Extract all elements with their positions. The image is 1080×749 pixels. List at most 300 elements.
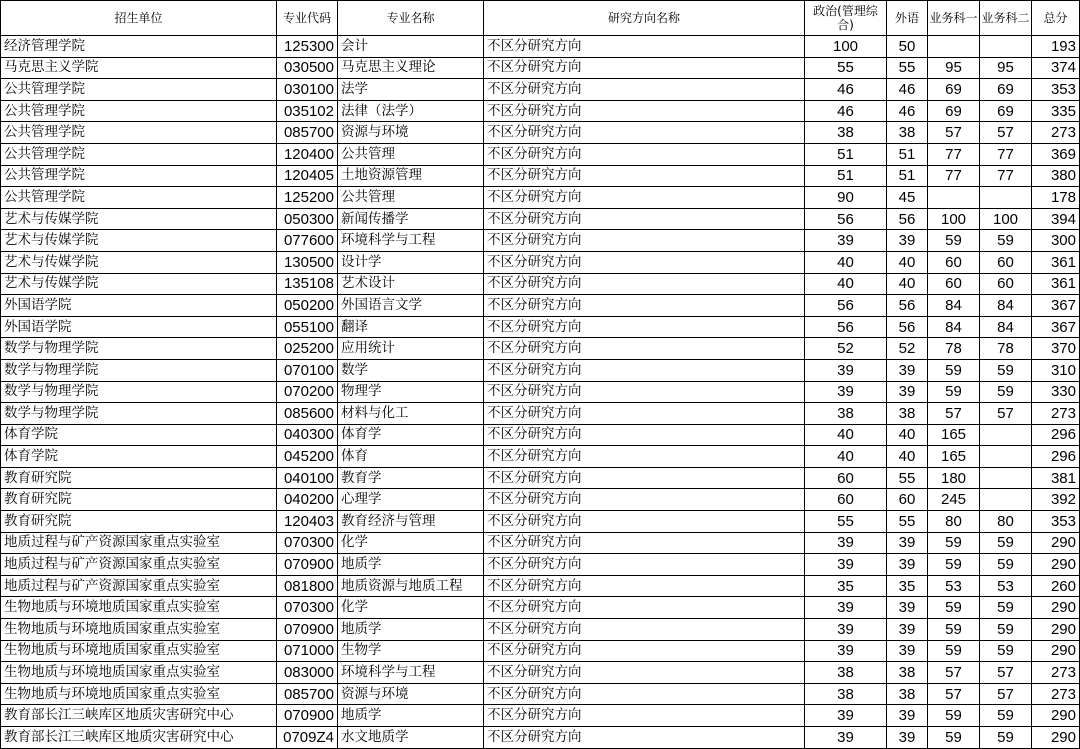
cell-foreign-language: 51: [887, 143, 928, 165]
cell-code: 125200: [277, 187, 338, 209]
cell-subject-1: 100: [928, 208, 980, 230]
cell-major: 数学: [338, 359, 484, 381]
cell-major: 教育经济与管理: [338, 511, 484, 533]
cell-politics: 35: [805, 575, 887, 597]
cell-unit: 公共管理学院: [1, 122, 277, 144]
cell-direction: 不区分研究方向: [484, 230, 805, 252]
cell-subject-1: 84: [928, 295, 980, 317]
cell-subject-1: 78: [928, 338, 980, 360]
cell-unit: 教育研究院: [1, 511, 277, 533]
cell-politics: 38: [805, 683, 887, 705]
cell-politics: 60: [805, 467, 887, 489]
cell-foreign-language: 55: [887, 511, 928, 533]
cell-subject-1: 59: [928, 532, 980, 554]
cell-subject-1: 59: [928, 554, 980, 576]
cell-subject-2: 69: [980, 79, 1032, 101]
cell-total: 273: [1032, 122, 1080, 144]
table-row: [1, 208, 1080, 230]
cell-total: 260: [1032, 575, 1080, 597]
cell-unit: 经济管理学院: [1, 36, 277, 58]
cell-total: 290: [1032, 532, 1080, 554]
cell-code: 120403: [277, 511, 338, 533]
cell-subject-1: 69: [928, 100, 980, 122]
cell-unit: 艺术与传媒学院: [1, 273, 277, 295]
cell-subject-1: 59: [928, 705, 980, 727]
cell-major: 体育: [338, 446, 484, 468]
table-row: [1, 705, 1080, 727]
table-row: [1, 467, 1080, 489]
cell-total: 392: [1032, 489, 1080, 511]
cell-politics: 55: [805, 511, 887, 533]
cell-total: 193: [1032, 36, 1080, 58]
cell-subject-2: 53: [980, 575, 1032, 597]
cell-code: 0709Z4: [277, 727, 338, 749]
cell-major: 艺术设计: [338, 273, 484, 295]
table-row: [1, 295, 1080, 317]
cell-politics: 51: [805, 165, 887, 187]
cell-unit: 数学与物理学院: [1, 338, 277, 360]
cell-code: 045200: [277, 446, 338, 468]
cell-code: 125300: [277, 36, 338, 58]
table-row: [1, 403, 1080, 425]
cell-total: 273: [1032, 403, 1080, 425]
cell-subject-2: 59: [980, 640, 1032, 662]
cell-subject-2: 60: [980, 273, 1032, 295]
header-unit: 招生单位: [1, 1, 277, 36]
cell-subject-1: 59: [928, 230, 980, 252]
cell-major: 环境科学与工程: [338, 230, 484, 252]
cell-code: 135108: [277, 273, 338, 295]
cell-major: 地质资源与地质工程: [338, 575, 484, 597]
cell-subject-1: 60: [928, 251, 980, 273]
cell-major: 化学: [338, 597, 484, 619]
cell-unit: 公共管理学院: [1, 143, 277, 165]
cell-code: 050200: [277, 295, 338, 317]
cell-major: 土地资源管理: [338, 165, 484, 187]
cell-unit: 地质过程与矿产资源国家重点实验室: [1, 575, 277, 597]
header-row: [1, 1, 1080, 36]
cell-foreign-language: 40: [887, 446, 928, 468]
cell-major: 环境科学与工程: [338, 662, 484, 684]
cell-politics: 56: [805, 295, 887, 317]
cell-foreign-language: 52: [887, 338, 928, 360]
cell-foreign-language: 39: [887, 532, 928, 554]
cell-subject-2: 57: [980, 122, 1032, 144]
cell-politics: 38: [805, 662, 887, 684]
cell-subject-1: 80: [928, 511, 980, 533]
cell-total: 374: [1032, 57, 1080, 79]
cell-subject-1: 84: [928, 316, 980, 338]
cell-unit: 公共管理学院: [1, 187, 277, 209]
cell-code: 083000: [277, 662, 338, 684]
cell-politics: 90: [805, 187, 887, 209]
cell-subject-1: 59: [928, 640, 980, 662]
cell-code: 035102: [277, 100, 338, 122]
cell-politics: 55: [805, 57, 887, 79]
cell-foreign-language: 39: [887, 597, 928, 619]
cell-subject-2: 80: [980, 511, 1032, 533]
cell-foreign-language: 40: [887, 273, 928, 295]
cell-foreign-language: 38: [887, 662, 928, 684]
table-row: [1, 424, 1080, 446]
cell-foreign-language: 46: [887, 79, 928, 101]
cell-foreign-language: 40: [887, 424, 928, 446]
cell-foreign-language: 55: [887, 57, 928, 79]
cell-subject-2: 59: [980, 705, 1032, 727]
cell-subject-1: 59: [928, 727, 980, 749]
cell-foreign-language: 38: [887, 122, 928, 144]
cell-direction: 不区分研究方向: [484, 727, 805, 749]
cell-code: 070300: [277, 597, 338, 619]
cell-code: 040300: [277, 424, 338, 446]
cell-foreign-language: 51: [887, 165, 928, 187]
cell-direction: 不区分研究方向: [484, 640, 805, 662]
cell-subject-2: 78: [980, 338, 1032, 360]
cell-total: 380: [1032, 165, 1080, 187]
cell-subject-1: 59: [928, 381, 980, 403]
cell-direction: 不区分研究方向: [484, 208, 805, 230]
cell-foreign-language: 50: [887, 36, 928, 58]
cell-code: 040200: [277, 489, 338, 511]
cell-direction: 不区分研究方向: [484, 79, 805, 101]
cell-major: 体育学: [338, 424, 484, 446]
cell-code: 120400: [277, 143, 338, 165]
cell-unit: 公共管理学院: [1, 165, 277, 187]
cell-code: 081800: [277, 575, 338, 597]
header-politics: 政治(管理综合): [805, 1, 887, 36]
cell-subject-2: 59: [980, 619, 1032, 641]
cell-direction: 不区分研究方向: [484, 316, 805, 338]
cell-subject-2: 100: [980, 208, 1032, 230]
cell-major: 资源与环境: [338, 683, 484, 705]
table-row: [1, 36, 1080, 58]
cell-total: 273: [1032, 662, 1080, 684]
cell-foreign-language: 46: [887, 100, 928, 122]
cell-code: 085700: [277, 683, 338, 705]
table-row: [1, 338, 1080, 360]
cell-subject-2: 60: [980, 251, 1032, 273]
cell-total: 367: [1032, 295, 1080, 317]
cell-unit: 外国语学院: [1, 295, 277, 317]
cell-politics: 39: [805, 640, 887, 662]
cell-direction: 不区分研究方向: [484, 489, 805, 511]
cell-major: 资源与环境: [338, 122, 484, 144]
header-foreign-language: 外语: [887, 1, 928, 36]
cell-major: 公共管理: [338, 187, 484, 209]
cell-code: 070100: [277, 359, 338, 381]
cell-direction: 不区分研究方向: [484, 143, 805, 165]
cell-direction: 不区分研究方向: [484, 359, 805, 381]
cell-major: 应用统计: [338, 338, 484, 360]
cell-major: 教育学: [338, 467, 484, 489]
table-row: [1, 683, 1080, 705]
cell-code: 070900: [277, 619, 338, 641]
cell-subject-1: 69: [928, 79, 980, 101]
cell-subject-2: 59: [980, 359, 1032, 381]
table-row: [1, 662, 1080, 684]
cell-subject-2: 59: [980, 532, 1032, 554]
cell-subject-1: 57: [928, 403, 980, 425]
cell-subject-2: [980, 36, 1032, 58]
cell-subject-2: 59: [980, 381, 1032, 403]
cell-politics: 52: [805, 338, 887, 360]
cell-politics: 40: [805, 251, 887, 273]
cell-politics: 100: [805, 36, 887, 58]
cell-direction: 不区分研究方向: [484, 575, 805, 597]
table-row: [1, 489, 1080, 511]
cell-code: 040100: [277, 467, 338, 489]
cell-subject-2: [980, 446, 1032, 468]
cell-total: 310: [1032, 359, 1080, 381]
header-major: 专业名称: [338, 1, 484, 36]
cell-direction: 不区分研究方向: [484, 662, 805, 684]
cell-foreign-language: 38: [887, 683, 928, 705]
cell-code: 085600: [277, 403, 338, 425]
cell-total: 300: [1032, 230, 1080, 252]
cell-unit: 生物地质与环境地质国家重点实验室: [1, 597, 277, 619]
cell-unit: 数学与物理学院: [1, 359, 277, 381]
table-row: [1, 100, 1080, 122]
cell-subject-2: 57: [980, 683, 1032, 705]
cell-total: 273: [1032, 683, 1080, 705]
cell-direction: 不区分研究方向: [484, 338, 805, 360]
cell-total: 296: [1032, 446, 1080, 468]
cell-major: 水文地质学: [338, 727, 484, 749]
cell-code: 030100: [277, 79, 338, 101]
cell-politics: 51: [805, 143, 887, 165]
cell-subject-1: 57: [928, 122, 980, 144]
cell-foreign-language: 56: [887, 316, 928, 338]
cell-major: 法律（法学）: [338, 100, 484, 122]
cell-major: 法学: [338, 79, 484, 101]
table-row: [1, 187, 1080, 209]
cell-code: 077600: [277, 230, 338, 252]
cell-subject-1: 59: [928, 619, 980, 641]
cell-unit: 体育学院: [1, 424, 277, 446]
table-body: [1, 36, 1080, 749]
cell-foreign-language: 39: [887, 554, 928, 576]
cell-total: 330: [1032, 381, 1080, 403]
cell-subject-2: 95: [980, 57, 1032, 79]
cell-foreign-language: 56: [887, 295, 928, 317]
table-row: [1, 359, 1080, 381]
cell-subject-1: 53: [928, 575, 980, 597]
table-row: [1, 122, 1080, 144]
cell-code: 130500: [277, 251, 338, 273]
table-row: [1, 727, 1080, 749]
cell-unit: 生物地质与环境地质国家重点实验室: [1, 683, 277, 705]
cell-subject-2: 59: [980, 230, 1032, 252]
cell-foreign-language: 55: [887, 467, 928, 489]
cell-code: 071000: [277, 640, 338, 662]
cell-politics: 39: [805, 597, 887, 619]
cell-unit: 生物地质与环境地质国家重点实验室: [1, 640, 277, 662]
cell-politics: 39: [805, 554, 887, 576]
cell-foreign-language: 38: [887, 403, 928, 425]
cell-subject-2: 84: [980, 316, 1032, 338]
cell-direction: 不区分研究方向: [484, 403, 805, 425]
cell-unit: 数学与物理学院: [1, 381, 277, 403]
cell-total: 290: [1032, 640, 1080, 662]
cell-politics: 39: [805, 381, 887, 403]
cell-direction: 不区分研究方向: [484, 36, 805, 58]
cell-total: 361: [1032, 251, 1080, 273]
cell-politics: 38: [805, 403, 887, 425]
cell-direction: 不区分研究方向: [484, 532, 805, 554]
cell-total: 290: [1032, 727, 1080, 749]
cell-major: 地质学: [338, 619, 484, 641]
cell-direction: 不区分研究方向: [484, 597, 805, 619]
cell-code: 030500: [277, 57, 338, 79]
cell-total: 369: [1032, 143, 1080, 165]
cell-direction: 不区分研究方向: [484, 424, 805, 446]
table-row: [1, 640, 1080, 662]
table-row: [1, 597, 1080, 619]
cell-direction: 不区分研究方向: [484, 57, 805, 79]
cell-code: 085700: [277, 122, 338, 144]
cell-politics: 39: [805, 705, 887, 727]
cell-code: 025200: [277, 338, 338, 360]
cell-total: 290: [1032, 619, 1080, 641]
cell-unit: 马克思主义学院: [1, 57, 277, 79]
table-row: [1, 57, 1080, 79]
cell-code: 050300: [277, 208, 338, 230]
table-row: [1, 230, 1080, 252]
table-row: [1, 511, 1080, 533]
cell-direction: 不区分研究方向: [484, 165, 805, 187]
cell-unit: 教育部长江三峡库区地质灾害研究中心: [1, 727, 277, 749]
cell-total: 290: [1032, 554, 1080, 576]
cell-unit: 艺术与传媒学院: [1, 251, 277, 273]
cell-major: 心理学: [338, 489, 484, 511]
cell-subject-2: [980, 187, 1032, 209]
table-row: [1, 143, 1080, 165]
cell-total: 335: [1032, 100, 1080, 122]
cell-foreign-language: 39: [887, 381, 928, 403]
cell-foreign-language: 45: [887, 187, 928, 209]
cell-subject-1: 95: [928, 57, 980, 79]
cell-code: 070200: [277, 381, 338, 403]
header-direction: 研究方向名称: [484, 1, 805, 36]
header-subject-1: 业务科一: [928, 1, 980, 36]
cell-total: 296: [1032, 424, 1080, 446]
cell-major: 会计: [338, 36, 484, 58]
table-row: [1, 79, 1080, 101]
cell-subject-1: 59: [928, 359, 980, 381]
cell-code: 055100: [277, 316, 338, 338]
cell-direction: 不区分研究方向: [484, 100, 805, 122]
cell-subject-1: 77: [928, 143, 980, 165]
cell-politics: 56: [805, 316, 887, 338]
cell-politics: 40: [805, 273, 887, 295]
cell-major: 外国语言文学: [338, 295, 484, 317]
cell-direction: 不区分研究方向: [484, 122, 805, 144]
cell-unit: 教育研究院: [1, 489, 277, 511]
cell-unit: 艺术与传媒学院: [1, 230, 277, 252]
cell-total: 353: [1032, 79, 1080, 101]
cell-total: 394: [1032, 208, 1080, 230]
cell-foreign-language: 39: [887, 640, 928, 662]
cell-major: 地质学: [338, 705, 484, 727]
cell-subject-1: 57: [928, 683, 980, 705]
cell-code: 070300: [277, 532, 338, 554]
cell-foreign-language: 60: [887, 489, 928, 511]
cell-unit: 外国语学院: [1, 316, 277, 338]
cell-subject-2: 59: [980, 554, 1032, 576]
cell-direction: 不区分研究方向: [484, 446, 805, 468]
cell-direction: 不区分研究方向: [484, 381, 805, 403]
cell-politics: 39: [805, 532, 887, 554]
cell-subject-2: 77: [980, 165, 1032, 187]
cell-direction: 不区分研究方向: [484, 295, 805, 317]
cell-subject-1: 60: [928, 273, 980, 295]
cell-subject-1: 77: [928, 165, 980, 187]
cell-direction: 不区分研究方向: [484, 467, 805, 489]
cell-subject-1: [928, 36, 980, 58]
cell-unit: 公共管理学院: [1, 100, 277, 122]
cell-subject-2: 57: [980, 403, 1032, 425]
cell-total: 290: [1032, 597, 1080, 619]
cell-unit: 教育部长江三峡库区地质灾害研究中心: [1, 705, 277, 727]
cell-subject-2: 59: [980, 727, 1032, 749]
cell-subject-1: 57: [928, 662, 980, 684]
cell-direction: 不区分研究方向: [484, 554, 805, 576]
cell-total: 370: [1032, 338, 1080, 360]
cell-subject-1: 180: [928, 467, 980, 489]
cell-subject-2: 57: [980, 662, 1032, 684]
cell-direction: 不区分研究方向: [484, 251, 805, 273]
cell-foreign-language: 40: [887, 251, 928, 273]
table-row: [1, 165, 1080, 187]
cell-foreign-language: 39: [887, 727, 928, 749]
cell-subject-2: 84: [980, 295, 1032, 317]
cell-foreign-language: 39: [887, 230, 928, 252]
cell-politics: 38: [805, 122, 887, 144]
cell-politics: 39: [805, 359, 887, 381]
cell-unit: 地质过程与矿产资源国家重点实验室: [1, 554, 277, 576]
cell-total: 381: [1032, 467, 1080, 489]
table-row: [1, 532, 1080, 554]
cell-foreign-language: 39: [887, 359, 928, 381]
cell-direction: 不区分研究方向: [484, 619, 805, 641]
cell-politics: 39: [805, 230, 887, 252]
cell-total: 290: [1032, 705, 1080, 727]
cell-major: 翻译: [338, 316, 484, 338]
table-row: [1, 554, 1080, 576]
cell-major: 公共管理: [338, 143, 484, 165]
cell-unit: 数学与物理学院: [1, 403, 277, 425]
cell-major: 新闻传播学: [338, 208, 484, 230]
cell-politics: 40: [805, 424, 887, 446]
cell-politics: 40: [805, 446, 887, 468]
cell-major: 生物学: [338, 640, 484, 662]
cell-direction: 不区分研究方向: [484, 511, 805, 533]
header-subject-2: 业务科二: [980, 1, 1032, 36]
cell-subject-2: [980, 424, 1032, 446]
cell-politics: 39: [805, 727, 887, 749]
header-code: 专业代码: [277, 1, 338, 36]
cell-code: 070900: [277, 554, 338, 576]
table-row: [1, 446, 1080, 468]
cell-subject-1: 165: [928, 446, 980, 468]
table-row: [1, 316, 1080, 338]
cell-politics: 60: [805, 489, 887, 511]
cell-subject-1: 59: [928, 597, 980, 619]
table-row: [1, 273, 1080, 295]
table-row: [1, 251, 1080, 273]
cell-unit: 教育研究院: [1, 467, 277, 489]
cell-direction: 不区分研究方向: [484, 273, 805, 295]
